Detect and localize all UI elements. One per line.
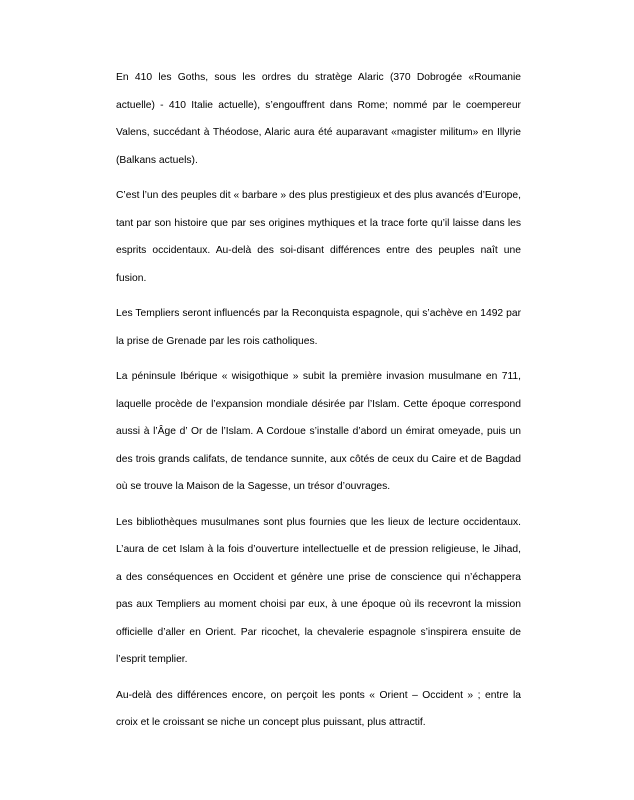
body-text	[116, 64, 521, 737]
paragraph-bibliotheques: Les bibliothèques musulmanes sont plus fournies que les lieux de lecture occidentaux. L’aura de cet Islam à la fois d’ouverture intellectuelle et de pression religieuse, le Jihad, a des conséquences en Occident et génère une prise de conscience qui n’échappera pas aux Templiers au moment choisi par eux, à une époque où ils recevront la mission officielle d’aller en Orient. Par ricochet, la chevalerie espagnole s’inspirera ensuite de l’esprit templier.	[116, 516, 521, 665]
paragraph-ponts: Au-delà des différences encore, on perçoit les ponts « Orient – Occident » ; entre la croix et le croissant se niche un concept plus puissant, plus attractif.	[116, 689, 521, 728]
paragraph-peninsule: La péninsule Ibérique « wisigothique » subit la première invasion musulmane en 711, laquelle procède de l’expansion mondiale désirée par l’Islam. Cette époque correspond aussi à l’Âge d’ Or de l’Islam. A Cordoue s’installe d’abord un émirat omeyade, puis un des trois grands califats, de tendance sunnite, aux côtés de ceux du Caire et de Bagdad où se trouve la Maison de la Sagesse, un trésor d’ouvrages.	[116, 371, 521, 492]
paragraph-templiers: Les Templiers seront influencés par la Reconquista espagnole, qui s’achève en 1492 par la prise de Grenade par les rois catholiques.	[116, 308, 521, 347]
paragraph-goths: En 410 les Goths, sous les ordres du stratège Alaric (370 Dobrogée «Roumanie actuelle) - 410 Italie actuelle), s’engouffrent dans Rome; nommé par le coempereur Valens, succédant à Théodose, Alaric aura été auparavant «magister militum» en Illyrie (Balkans actuels).	[116, 72, 521, 166]
paragraph-barbare: C’est l’un des peuples dit « barbare » des plus prestigieux et des plus avancés d’Europe, tant par son histoire que par ses origines mythiques et la trace forte qu’il laisse dans les esprits occidentaux. Au-delà des soi-disant différences entre des peuples naît une fusion.	[116, 190, 521, 284]
